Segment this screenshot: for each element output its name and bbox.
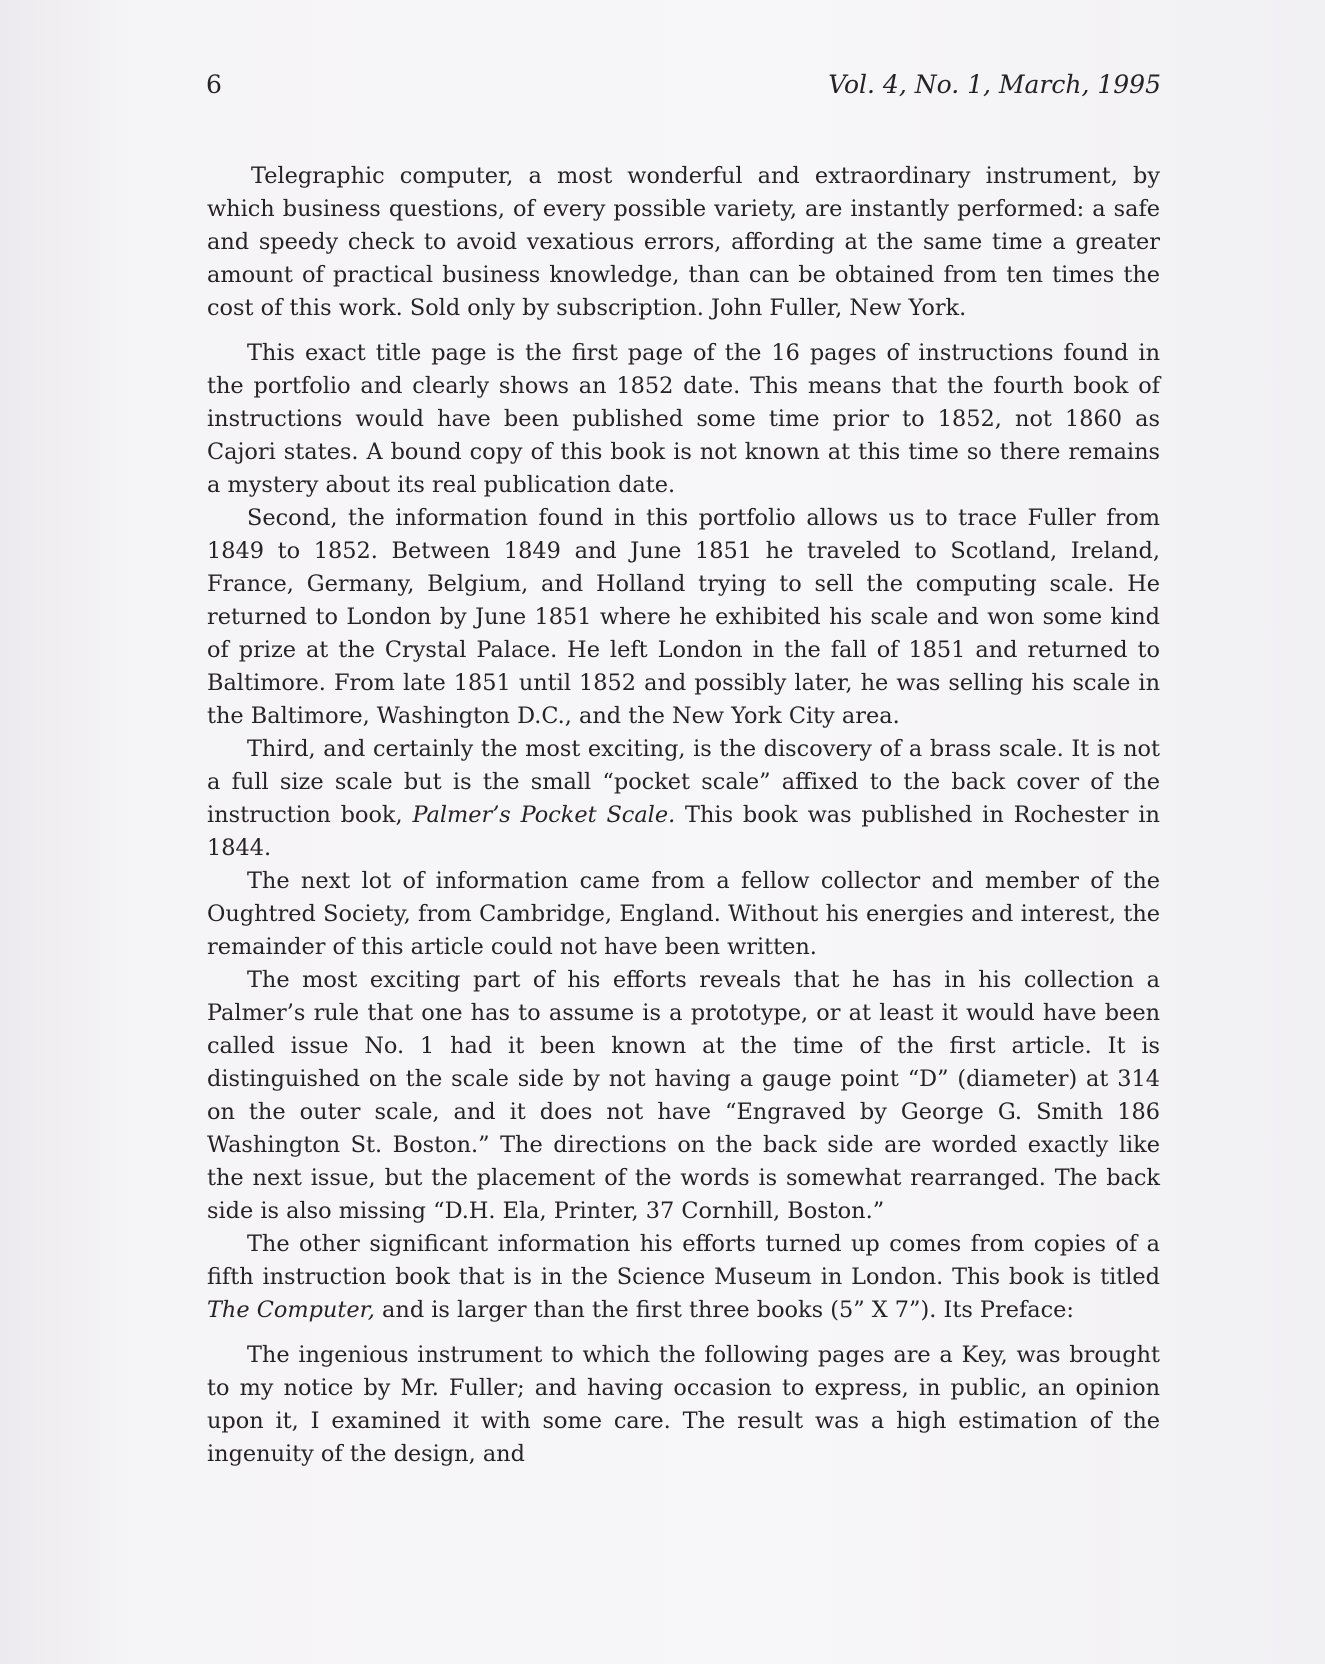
paragraph-fellow-collector: The next lot of information came from a fellow collector and member of the Oughtred Society, from Cambridge, England. Without his energies and interest, the remainder of this article could not have been written.: [207, 868, 1160, 960]
preface-quote-text: The ingenious instrument to which the following pages are a Key, was brought to my notice by Mr. Fuller; and having occasion to express, in public, an opinion upon it, I examined it with some care. The result was a high estimation of the ingenuity of the design, and: [207, 1342, 1160, 1467]
page-header: [206, 70, 1161, 110]
paragraph-fifth-book-text-a: The other significant information his efforts turned up comes from copies of a fifth instruction book that is in the Science Museum in London. This book is titled: [207, 1231, 1160, 1290]
paragraph-title-page: This exact title page is the first page of the 16 pages of instructions found in the portfolio and clearly shows an 1852 date. This means that the fourth book of instructions would have been published some time prior to 1852, not 1860 as Cajori states. A bound copy of this book is not known at this time so there remains a mystery about its real publication date.: [207, 340, 1160, 498]
running-head: Vol. 4, No. 1, March, 1995: [828, 70, 1161, 99]
block-quote-title-page: [207, 160, 1160, 325]
paragraph-prototype: The most exciting part of his efforts reveals that he has in his collection a Palmer’s rule that one has to assume is a prototype, or at least it would have been called issue No. 1 had it been known at the time of the first article. It is distinguished on the scale side by not having a gauge point “D” (diameter) at 314 on the outer scale, and it does not have “Engraved by George G. Smith 186 Washington St. Boston.” The directions on the back side are worded exactly like the next issue, but the placement of the words is somewhat rearranged. The back side is also missing “D.H. Ela, Printer, 37 Cornhill, Boston.”: [207, 967, 1160, 1224]
page-number: 6: [206, 70, 222, 99]
paragraph-fifth-book: [207, 1228, 1160, 1327]
paragraph-third-text-b: This book was published in Rochester in 1844.: [207, 802, 1160, 861]
paragraph-third: [207, 733, 1160, 865]
paragraph-second: Second, the information found in this portfolio allows us to trace Fuller from 1849 to 1852. Between 1849 and June 1851 he traveled to Scotland, Ireland, France, Germany, Belgium, and Holland trying to sell the computing scale. He returned to London by June 1851 where he exhibited his scale and won some kind of prize at the Crystal Palace. He left London in the fall of 1851 and returned to Baltimore. From late 1851 until 1852 and possibly later, he was selling his scale in the Baltimore, Washington D.C., and the New York City area.: [207, 505, 1160, 729]
paragraph-third-text-a: Third, and certainly the most exciting, is the discovery of a brass scale. It is not a full size scale but is the small “pocket scale” affixed to the back cover of the instruction book,: [207, 736, 1160, 828]
block-quote-preface: [207, 1339, 1160, 1471]
paragraph-fifth-book-text-b: and is larger than the first three books (5” X 7”). Its Preface:: [374, 1297, 1074, 1323]
book-title-palmers-pocket-scale: Palmer’s Pocket Scale.: [412, 802, 676, 828]
quote-text: Telegraphic computer, a most wonderful and extraordinary instrument, by which business questions, of every possible variety, are instantly performed: a safe and speedy check to avoid vexatious errors, affording at the same time a greater amount of practical business knowledge, than can be obtained from ten times the cost of this work. Sold only by subscription. John Fuller, New York.: [207, 163, 1160, 321]
article-body: [207, 160, 1160, 1471]
book-title-the-computer: The Computer,: [207, 1297, 375, 1323]
